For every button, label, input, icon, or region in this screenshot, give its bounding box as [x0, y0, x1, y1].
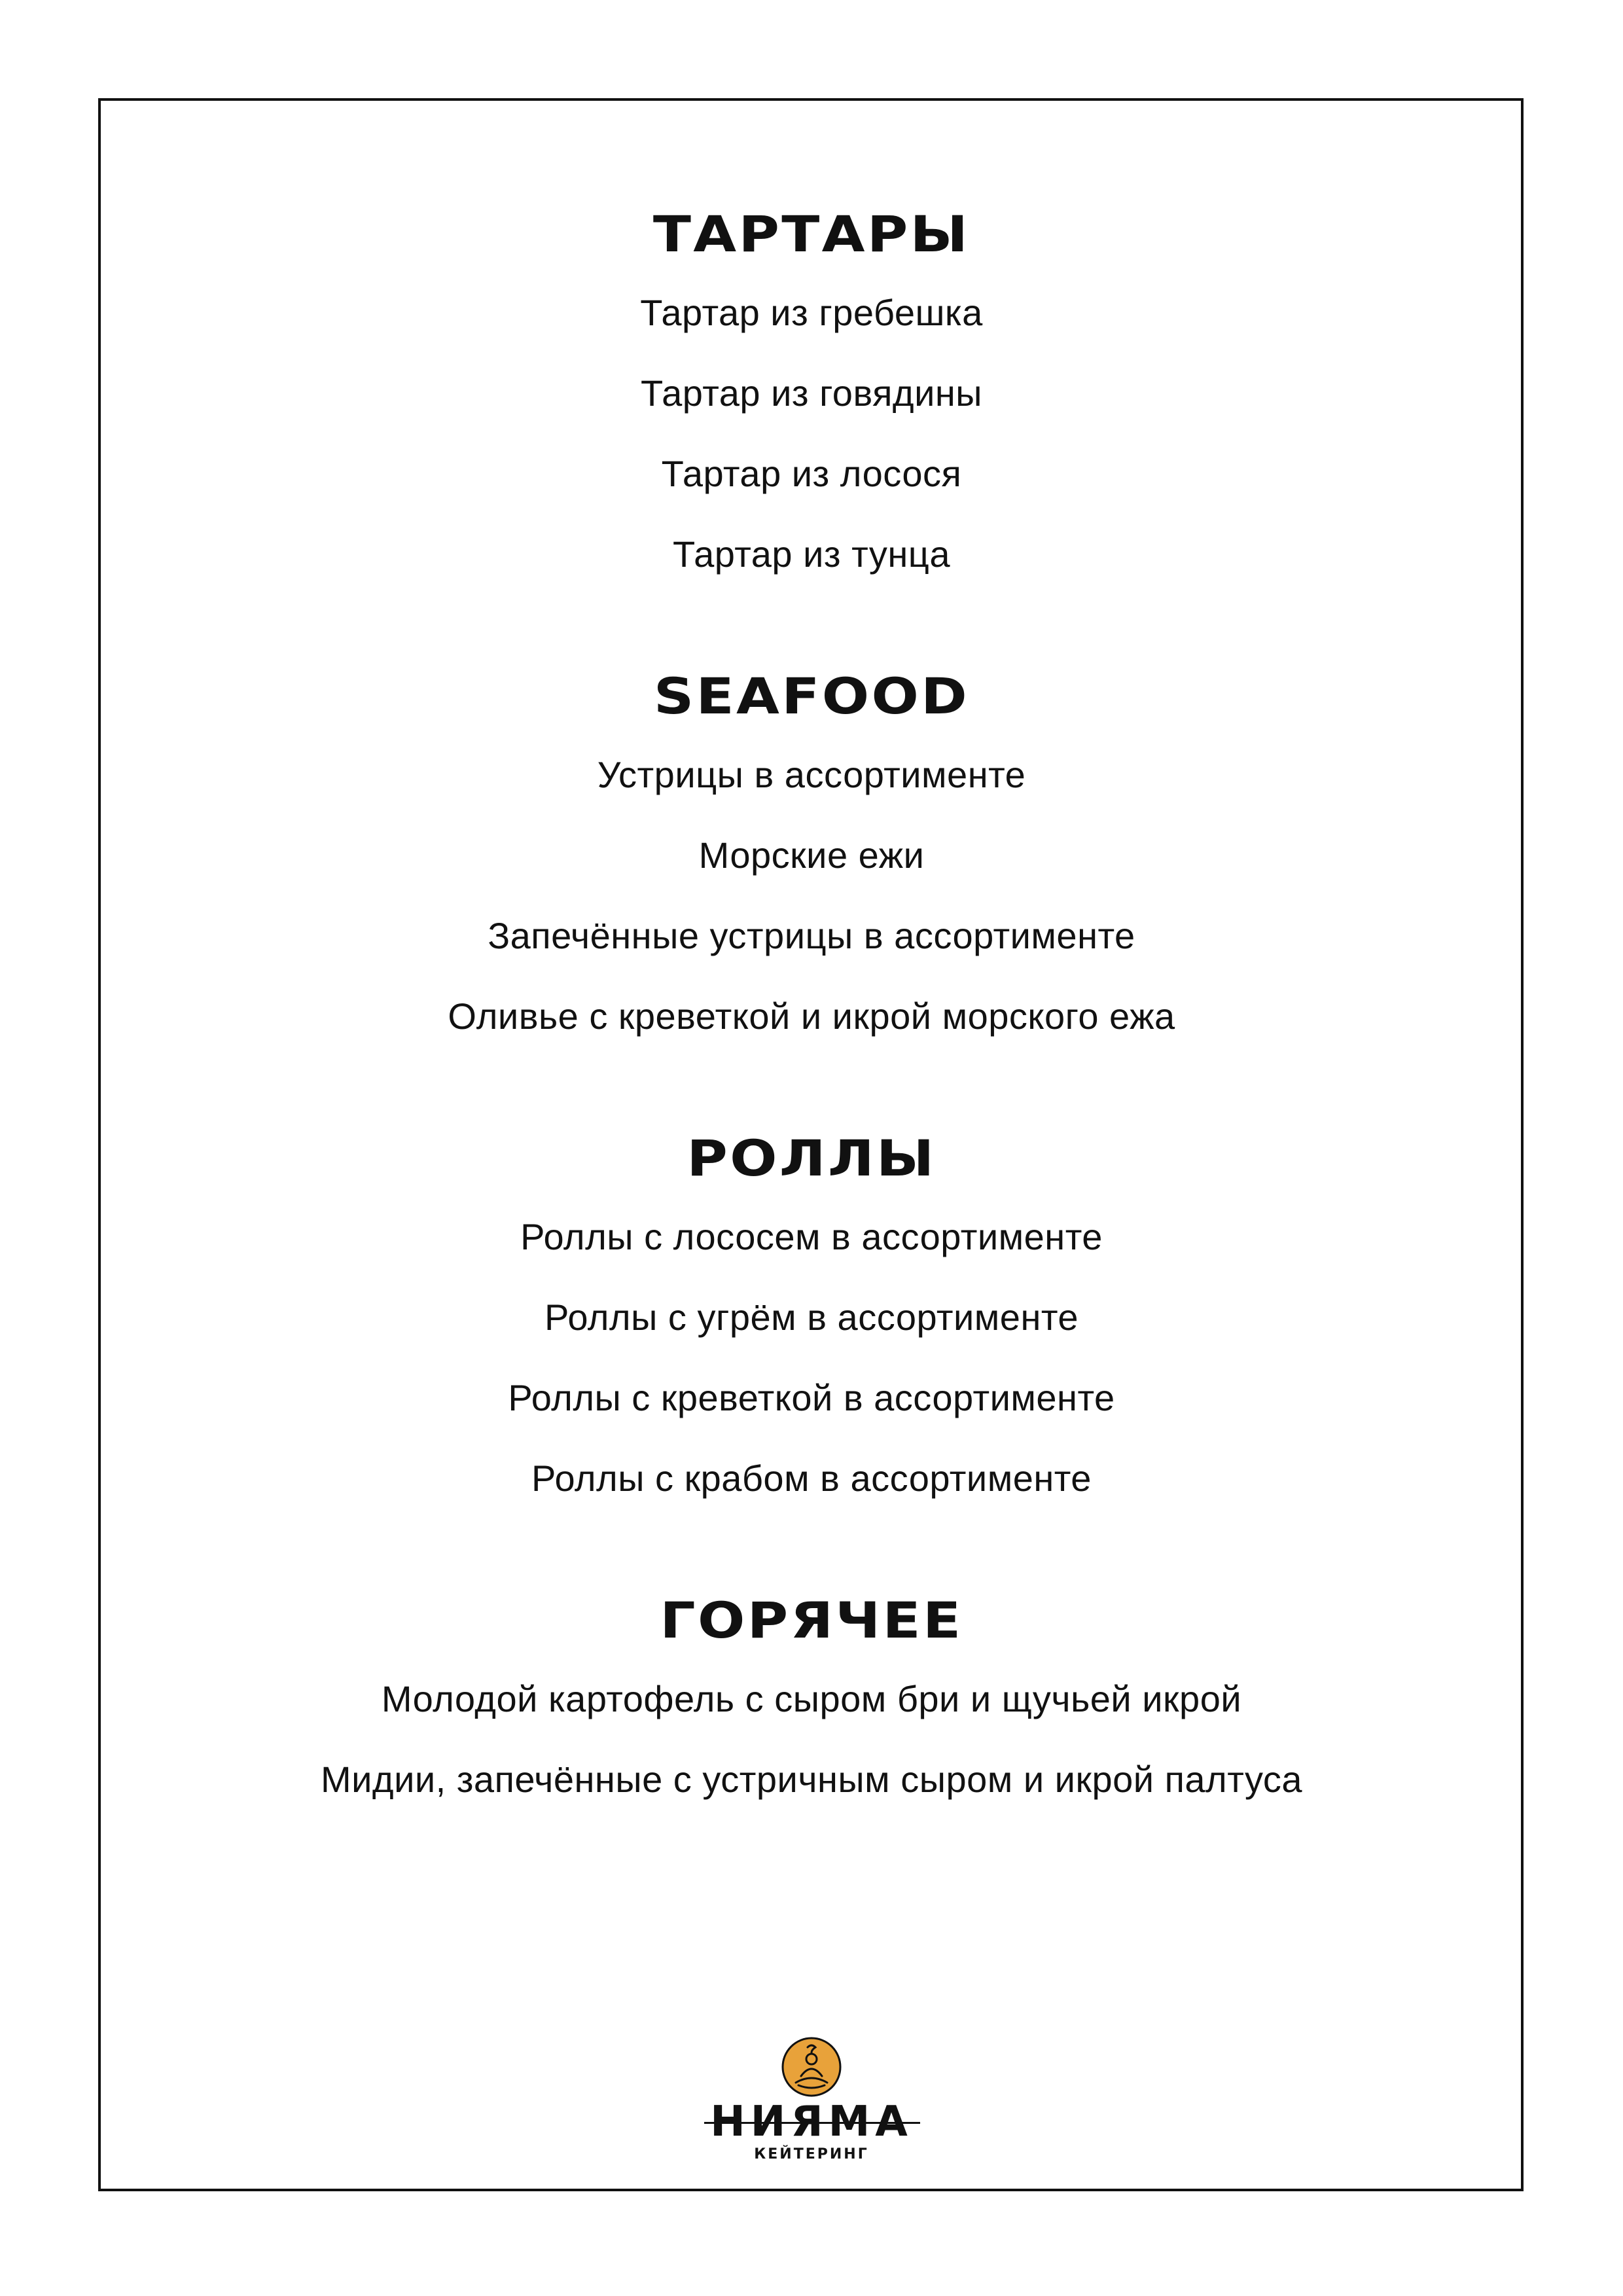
section-hot — [0, 1591, 1623, 1839]
item-list — [0, 292, 1623, 575]
section-title: SEAFOOD — [653, 667, 970, 725]
menu-item: Роллы с крабом в ассортименте — [531, 1458, 1092, 1499]
menu-item: Устрицы в ассортименте — [597, 754, 1026, 795]
item-list — [0, 1678, 1623, 1801]
brand-logo — [681, 2037, 942, 2168]
menu-item: Тартар из лосося — [661, 453, 962, 494]
section-tartars — [0, 205, 1623, 614]
menu-item: Морские ежи — [698, 834, 925, 876]
section-title: ГОРЯЧЕЕ — [660, 1591, 963, 1649]
meditating-chef-icon — [781, 2037, 842, 2097]
menu-item: Тартар из гребешка — [640, 292, 983, 333]
menu-item: Роллы с лососем в ассортименте — [520, 1216, 1103, 1257]
menu-item: Роллы с креветкой в ассортименте — [508, 1377, 1115, 1418]
section-rolls — [0, 1129, 1623, 1538]
section-title: ТАРТАРЫ — [652, 205, 971, 263]
menu-item: Тартар из говядины — [640, 372, 983, 414]
menu-item: Тартар из тунца — [672, 533, 951, 575]
menu-item: Молодой картофель с сыром бри и щучьей икрой — [381, 1678, 1242, 1719]
logo-name: НИЯМА — [710, 2098, 913, 2146]
logo-subtitle: КЕЙТЕРИНГ — [754, 2146, 869, 2162]
menu-item: Оливье с креветкой и икрой морского ежа — [448, 996, 1175, 1037]
menu-item: Запечённые устрицы в ассортименте — [488, 915, 1135, 956]
item-list — [0, 754, 1623, 1037]
item-list — [0, 1216, 1623, 1499]
section-title: РОЛЛЫ — [687, 1129, 936, 1187]
menu-item: Мидии, запечённые с устричным сыром и икрой палтуса — [320, 1759, 1303, 1800]
section-seafood — [0, 667, 1623, 1076]
menu-item: Роллы с угрём в ассортименте — [544, 1297, 1079, 1338]
